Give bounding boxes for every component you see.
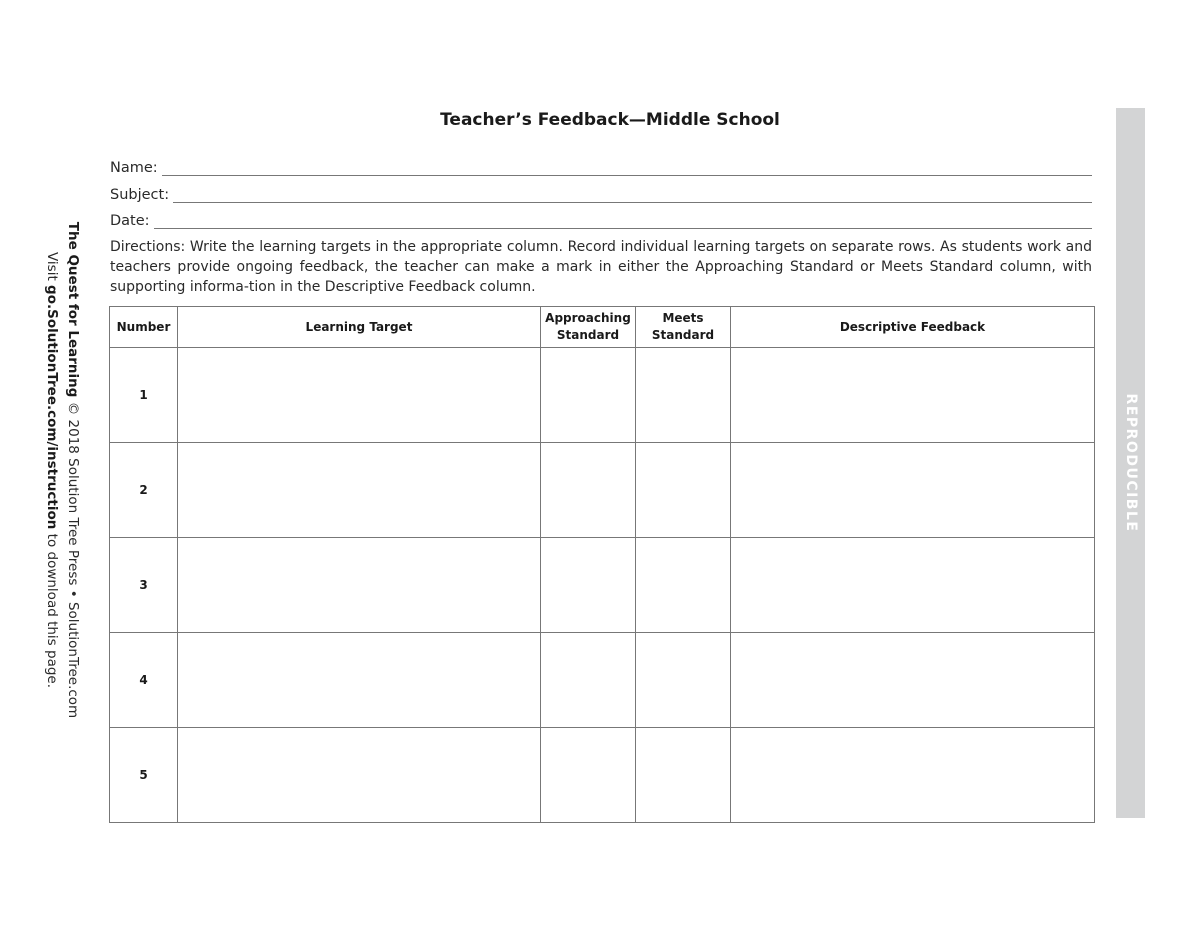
copyright-sidebar (37, 220, 87, 720)
download-line (41, 220, 62, 720)
table-row (110, 348, 1095, 443)
download-text: to download this page. (44, 529, 60, 689)
learning-target-cell[interactable] (178, 443, 541, 538)
date-label: Date: (110, 213, 150, 229)
descriptive-feedback-cell[interactable] (731, 348, 1095, 443)
header-number: Number (110, 307, 178, 348)
subject-field[interactable] (110, 187, 1092, 203)
subject-label: Subject: (110, 187, 170, 203)
visit-text: Visit (44, 251, 60, 286)
table-row (110, 538, 1095, 633)
date-field[interactable] (110, 213, 1092, 229)
learning-target-cell[interactable] (178, 728, 541, 823)
learning-target-cell[interactable] (178, 538, 541, 633)
meets-standard-cell[interactable] (636, 728, 731, 823)
copyright-text: © 2018 Solution Tree Press • SolutionTree.com (65, 397, 81, 719)
approaching-standard-cell[interactable] (541, 728, 636, 823)
learning-target-cell[interactable] (178, 633, 541, 728)
name-field[interactable] (110, 160, 1092, 176)
descriptive-feedback-cell[interactable] (731, 633, 1095, 728)
date-line[interactable] (154, 214, 1092, 229)
row-number: 2 (110, 443, 178, 538)
subject-line[interactable] (173, 188, 1092, 203)
page-title: Teacher’s Feedback—Middle School (440, 110, 780, 130)
reproducible-label: REPRODUCIBLE (1122, 393, 1139, 533)
table-row (110, 633, 1095, 728)
meets-standard-cell[interactable] (636, 633, 731, 728)
descriptive-feedback-cell[interactable] (731, 538, 1095, 633)
copyright-line (62, 220, 83, 720)
approaching-standard-cell[interactable] (541, 348, 636, 443)
table-header-row (110, 307, 1095, 348)
approaching-standard-cell[interactable] (541, 633, 636, 728)
header-meets-standard: Meets Standard (636, 307, 731, 348)
reproducible-banner (1116, 108, 1145, 818)
header-approaching-standard: Approaching Standard (541, 307, 636, 348)
approaching-standard-cell[interactable] (541, 538, 636, 633)
table-row (110, 443, 1095, 538)
header-learning-target: Learning Target (178, 307, 541, 348)
row-number: 5 (110, 728, 178, 823)
meets-standard-cell[interactable] (636, 443, 731, 538)
table-row (110, 728, 1095, 823)
name-label: Name: (110, 160, 158, 176)
descriptive-feedback-cell[interactable] (731, 728, 1095, 823)
row-number: 3 (110, 538, 178, 633)
meets-standard-cell[interactable] (636, 348, 731, 443)
header-descriptive-feedback: Descriptive Feedback (731, 307, 1095, 348)
row-number: 1 (110, 348, 178, 443)
row-number: 4 (110, 633, 178, 728)
meets-standard-cell[interactable] (636, 538, 731, 633)
learning-target-cell[interactable] (178, 348, 541, 443)
download-link[interactable]: go.SolutionTree.com/instruction (44, 285, 60, 530)
feedback-table (109, 306, 1095, 823)
name-line[interactable] (162, 161, 1092, 176)
approaching-standard-cell[interactable] (541, 443, 636, 538)
book-title: The Quest for Learning (65, 221, 81, 398)
directions-text: Directions: Write the learning targets in the appropriate column. Record individual learning targets on separate rows. As students work and teachers provide ongoing feedback, the teacher can make a mark in either the Approaching Standard or Meets Standard column, with supporting informa-tion in the Descriptive Feedback column. (110, 239, 1092, 295)
descriptive-feedback-cell[interactable] (731, 443, 1095, 538)
